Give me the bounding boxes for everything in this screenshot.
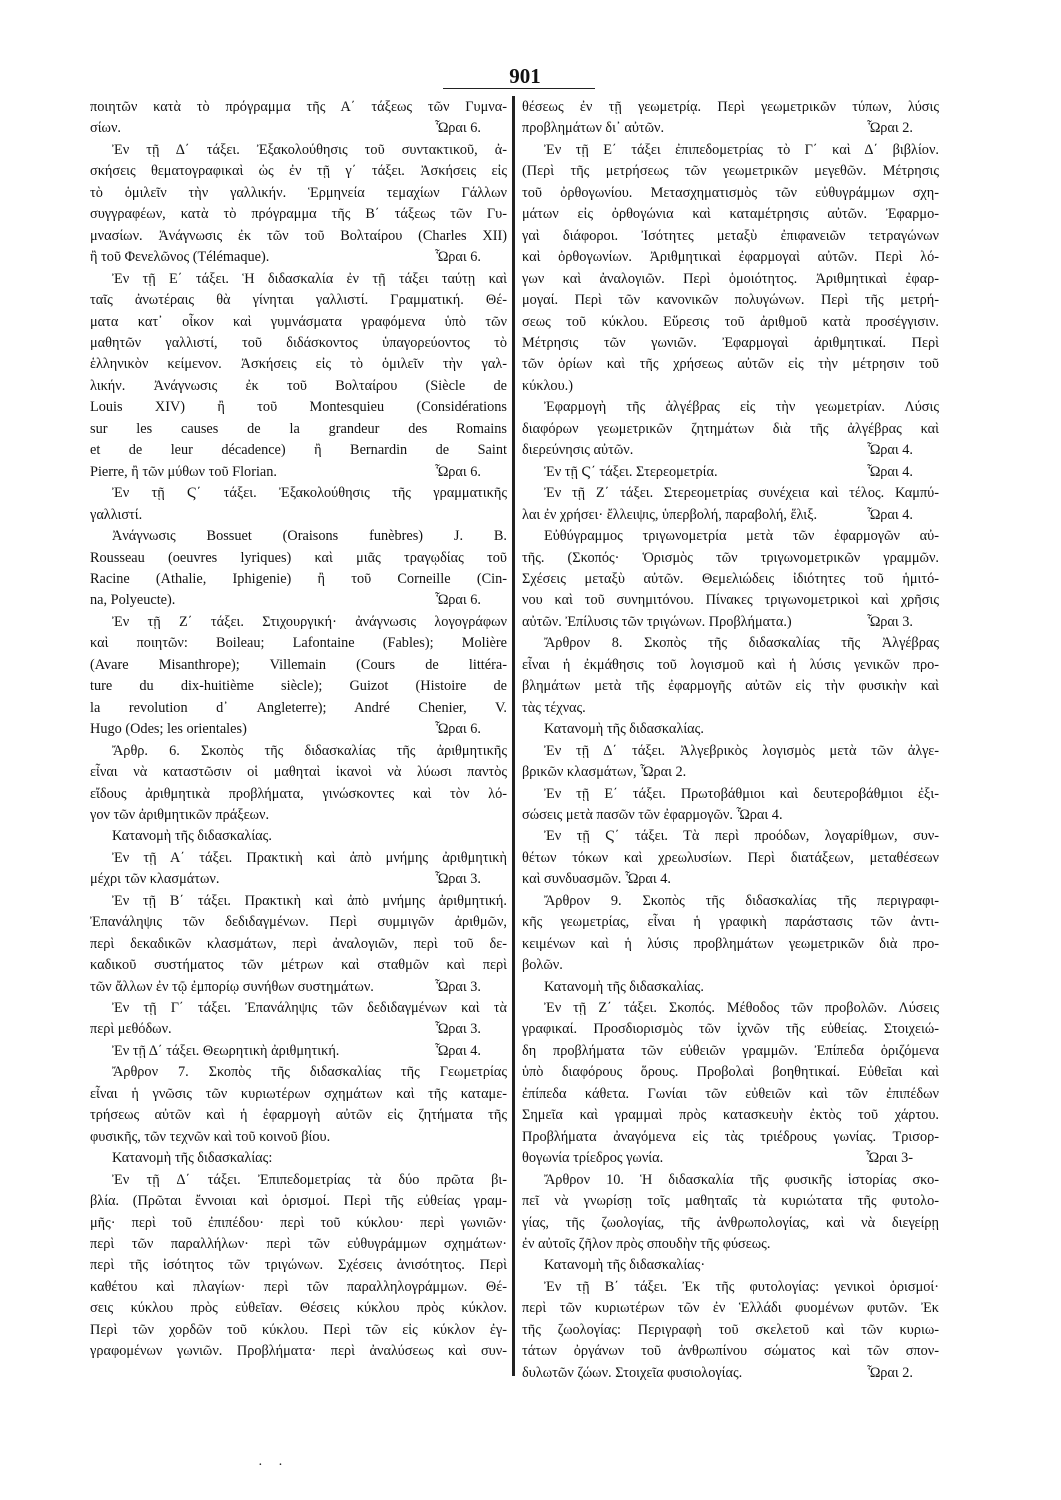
text-line [90,118,507,139]
text-line: μάτων εἰς ὀρθογώνια καὶ καταμέτρησις αὐτῶν. Ἐφαρμο- [522,206,939,223]
paragraph [522,891,939,977]
text-line: θέτων τόκων καὶ χρεωλυσίων. Περὶ διατάξεων, μεταθέσεων [522,849,939,866]
text-line: Rousseau (oeuvres lyriques) καὶ μιᾶς τραγῳδίας τοῦ [90,549,507,566]
text-line: γον τῶν ἀριθμητικῶν πράξεων. [90,806,270,823]
text-line: Ἄρθρ. 6. Σκοπὸς τῆς διδασκαλίας τῆς ἀριθμητικῆς [112,742,507,759]
text-line: ἐν αὐτοῖς ζῆλον πρὸς σπουδὴν τῆς φύσεως. [522,1236,771,1253]
paragraph [90,1062,507,1148]
text-line: μνασίων. Ἀνάγνωσις ἐκ τῶν τοῦ Βολταίρου (Charles XII) [90,227,507,244]
text-line: ἑλληνικὸν κείμενον. Ἀσκήσεις εἰς τὸ ὁμιλεῖν τὴν γαλ- [90,356,507,373]
text-line: Ἄρθρον 10. Ἡ διδασκαλία τῆς φυσικῆς ἱστορίας σκο- [544,1171,939,1188]
text-line [90,590,507,611]
text-line: καθέτου καὶ πλαγίων· περὶ τῶν παραλληλογράμμων. Θέ- [90,1278,507,1295]
paragraph [522,97,939,140]
hours-label: Ὧραι 3- [865,1150,913,1167]
hours-label: Ὧραι 6. [434,249,481,266]
paragraph [90,848,507,891]
text-line: Ἀνάγνωσις Bossuet (Oraisons funèbres) J. B. [112,528,507,545]
text-line: Ἐν τῇ Ε΄ τάξει. Ἡ διδασκαλία ἐν τῇ τάξει ταύτῃ καὶ [112,270,507,287]
text-line: (Avare Misanthrope); Villemain (Cours de littéra- [90,656,507,673]
text-line: sur les causes de la grandeur des Romains [90,420,507,437]
text-line: Ἐν τῇ Ζ΄ τάξει. Στιχουργική· ἀνάγνωσις λογογράφων [112,613,507,630]
line-text: ἢ τοῦ Φενελῶνος (Télémaque). [90,249,270,266]
text-line: εἶναι νὰ καταστῶσιν οἱ μαθηταὶ ἱκανοὶ νὰ λύωσι παντὸς [90,764,507,781]
line-text: προβλημάτων δι᾽ αὐτῶν. [522,120,665,137]
text-line: καὶ συνδυασμῶν. Ὧραι 4. [522,871,671,888]
text-line [90,719,507,740]
paragraph [522,1255,939,1276]
paragraph [90,1170,507,1363]
text-line [90,1019,507,1040]
column-divider [512,96,515,1376]
right-column [522,97,939,1384]
text-line: τῆς. (Σκοπός· Ὁρισμὸς τῶν τριγωνομετρικῶν γραμμῶν. [522,549,939,566]
text-line: κύκλου.) [522,377,573,394]
text-line: νου καὶ τοῦ συνημιτόνου. Πίνακες τριγωνομετρικοὶ καὶ χρῆσις [522,592,939,609]
text-line: δη προβλήματα τῶν εὐθειῶν γραμμῶν. Ἐπίπεδα ὁριζόμενα [522,1042,939,1059]
text-line: θέσεως ἐν τῇ γεωμετρίᾳ. Περὶ γεωμετρικῶν τύπων, λύσις [522,99,939,115]
line-text: τῶν ἄλλων ἐν τῷ ἐμπορίῳ συνήθων συστημάτων. [90,978,374,995]
text-line: φυσικῆς, τῶν τεχνῶν καὶ τοῦ κοινοῦ βίου. [90,1128,331,1145]
text-line: ταῖς ἀνωτέραις θὰ γίνηται γαλλιστί. Γραμματική. Θέ- [90,292,507,309]
text-line: βλημάτων μετὰ τῆς ἐφαρμογῆς αὐτῶν εἰς τὴν φυσικὴν καὶ [522,678,939,695]
text-line: μογαί. Περὶ τῶν κανονικῶν πολυγώνων. Περὶ τῆς μετρή- [522,292,939,309]
hours-label: Ὧραι 6. [434,120,481,137]
text-line: καὶ ὀρθογωνίων. Ἀριθμητικαὶ ἐφαρμογαὶ αὐτῶν. Περὶ λό- [522,249,939,266]
hours-label: Ὧραι 3. [866,613,913,630]
text-line: εἴδους ἀριθμητικὰ προβλήματα, γινώσκοντες καὶ τὸν λό- [90,785,507,802]
text-line: ture du dix-huitième siècle); Guizot (Histoire de [90,678,507,695]
text-line [522,612,939,633]
paragraph [522,462,939,483]
hours-label: Ὧραι 4. [866,506,913,523]
paragraph [90,1041,507,1062]
text-line: εἶναι ἡ ἐκμάθησις τοῦ λογισμοῦ καὶ ἡ λύσις γενικῶν προ- [522,656,939,673]
text-line [522,462,939,483]
text-line: Σημεῖα καὶ γραμμαὶ πρὸς κατασκευὴν ἐκτὸς τοῦ χάρτου. [522,1107,939,1124]
paragraph [522,719,939,740]
hours-label: Ὧραι 2. [866,1364,913,1381]
hours-label: Ὧραι 2. [866,120,913,137]
text-line: la revolution d᾽ Angleterre); André Chenier, V. [90,699,507,716]
text-line: διαφόρων γεωμετρικῶν ζητημάτων διὰ τῆς ἀλγέβρας καὶ [522,420,939,437]
line-text: σίων. [90,120,122,137]
paragraph [522,140,939,397]
text-line: γαλλιστί. [90,506,143,523]
line-text: μέχρι τῶν κλασμάτων. [90,871,220,888]
text-line: ἐπίπεδα κάθετα. Γωνίαι τῶν εὐθειῶν καὶ τῶν ἐπιπέδων [522,1085,939,1102]
text-line: σεως τοῦ κύκλου. Εὕρεσις τοῦ ἀριθμοῦ κατὰ προσέγγισιν. [522,313,939,330]
paragraph [522,483,939,526]
text-line: Ἐπανάληψις τῶν δεδιδαγμένων. Περὶ συμμιγῶν ἀριθμῶν, [90,914,507,931]
text-line: γραφομένων γωνιῶν. Προβλήματα· περὶ ἀναλύσεως καὶ συν- [90,1343,507,1360]
text-line: γαὶ διάφοροι. Ἰσότητες μεταξὺ ἐπιφανειῶν τετραγώνων [522,227,939,244]
paragraph [522,633,939,719]
hours-label: Ὧραι 4. [866,442,913,459]
text-line: γίας, τῆς ζωολογίας, τῆς ἀνθρωπολογίας, καὶ νὰ διεγείρῃ [522,1214,939,1231]
text-line: τάτων ὀργάνων τοῦ ἀνθρωπίνου σώματος καὶ τῶν σπον- [522,1343,939,1360]
paragraph [90,483,507,526]
text-line: Κατανομὴ τῆς διδασκαλίας. [112,828,272,845]
text-line: περὶ τῶν κυριωτέρων τῶν ἐν Ἑλλάδι φυομένων φυτῶν. Ἐκ [522,1300,939,1317]
text-line: τὰς τέχνας. [522,699,586,716]
line-text: Ἐν τῇ Ϛ΄ τάξει. Στερεομετρία. [544,463,718,480]
text-line [90,1041,507,1062]
hours-label: Ὧραι 3. [434,1021,481,1038]
text-line: Ἐν τῇ Ε΄ τάξει. Πρωτοβάθμιοι καὶ δευτεροβάθμιοι ἐξι- [544,785,939,802]
hours-label: Ὧραι 4. [434,1042,481,1059]
paragraph [522,977,939,998]
text-line: σεις κύκλου πρὸς εὐθεῖαν. Θέσεις κύκλου πρὸς κύκλον. [90,1300,507,1317]
text-line: γων καὶ ἀναλογιῶν. Περὶ ὁμοιότητος. Ἀριθμητικαὶ ἐφαρ- [522,270,939,287]
text-line: Ἐν τῇ Ϛ΄ τάξει. Τὰ περὶ προόδων, λογαρίθμων, συν- [544,828,939,845]
paragraph [522,1277,939,1384]
line-text: λαι ἐν χρήσει· ἔλλειψις, ὑπερβολή, παραβολή, ἕλιξ. [522,506,818,523]
line-text: na, Polyeucte). [90,592,176,609]
text-line: βλία. (Πρῶται ἔννοιαι καὶ ὁρισμοί. Περὶ τῆς εὐθείας γραμ- [90,1193,507,1210]
text-line [90,869,507,890]
footer-marks: · · [258,1458,289,1473]
line-text: περὶ μεθόδων. [90,1021,172,1038]
line-text: δυλωτῶν ζώων. Στοιχεῖα φυσιολογίας. [522,1364,743,1381]
text-line: Ἐν τῇ Ζ΄ τάξει. Στερεομετρίας συνέχεια καὶ τέλος. Καμπύ- [544,485,939,502]
text-line: Ἄρθρον 9. Σκοπὸς τῆς διδασκαλίας τῆς περιγραφι- [544,892,939,909]
text-line [90,247,507,268]
text-line: Racine (Athalie, Iphigenie) ἢ τοῦ Corneille (Cin- [90,570,507,587]
line-text: διερεύνησις αὐτῶν. [522,442,634,459]
text-line: βρικῶν κλασμάτων, Ὧραι 2. [522,764,687,781]
paragraph [90,269,507,484]
text-line: καὶ ποιητῶν: Boileau; Lafontaine (Fables); Molière [90,635,507,652]
text-line: Ἐν τῇ Δ΄ τάξει. Ἐξακολούθησις τοῦ συντακτικοῦ, ἀ- [112,141,507,158]
line-text: θογωνία τρίεδρος γωνία. [522,1150,664,1167]
text-line: Ἄρθρον 8. Σκοπὸς τῆς διδασκαλίας τῆς Ἀλγέβρας [544,635,939,652]
text-line [90,977,507,998]
paragraph [522,741,939,784]
text-line: τρήσεως αὐτῶν καὶ ἡ ἐφαρμογὴ αὐτῶν εἰς ζητήματα τῆς [90,1107,507,1124]
text-line: Προβλήματα ἀναγόμενα εἰς τὰς τριέδρους γωνίας. Τρισορ- [522,1128,939,1145]
text-line: Κατανομὴ τῆς διδασκαλίας: [112,1150,273,1167]
header-rule [443,88,595,89]
hours-label: Ὧραι 3. [434,978,481,995]
line-text: Pierre, ἢ τῶν μύθων τοῦ Florian. [90,463,277,480]
text-line: Κατανομὴ τῆς διδασκαλίας· [544,1257,706,1274]
hours-label: Ὧραι 3. [434,871,481,888]
text-line: Ἐφαρμογὴ τῆς ἀλγέβρας εἰς τὴν γεωμετρίαν. Λύσις [544,399,939,416]
text-line: ὑπὸ διαφόρους ὅρους. Προβολαὶ βοηθητικαί. Εὐθεῖαι καὶ [522,1064,939,1081]
text-line [522,505,939,526]
paragraph [90,891,507,998]
paragraph [90,998,507,1041]
text-line: Ἐν τῇ Β΄ τάξει. Ἐκ τῆς φυτολογίας: γενικοὶ ὁρισμοί· [544,1278,939,1295]
hours-label: Ὧραι 4. [866,463,913,480]
text-line [522,118,939,139]
text-line: συγγραφέων, κατὰ τὸ πρόγραμμα τῆς Β΄ τάξεως τῶν Γυ- [90,206,507,223]
text-line: Ἐν τῇ Ζ΄ τάξει. Σκοπός. Μέθοδος τῶν προβολῶν. Λύσεις [544,1000,939,1017]
text-line: γραφικαί. Προσδιορισμὸς τῶν ἰχνῶν τῆς εὐθείας. Στοιχειώ- [522,1021,939,1038]
text-line [522,1363,939,1384]
text-line: Κατανομὴ τῆς διδασκαλίας. [544,978,704,995]
text-line: σκήσεις θεματογραφικαὶ ὡς ἐν τῇ γ΄ τάξει. Ἀσκήσεις εἰς [90,163,507,180]
text-line: Μέτρησις τῶν γωνιῶν. Ἐφαρμογαὶ ἀριθμητικαί. Περὶ [522,334,939,351]
text-line: περὶ τῆς ἰσότητος τῶν τριγώνων. Σχέσεις ἀνισότητος. Περὶ [90,1257,507,1274]
paragraph [90,140,507,269]
text-line: Κατανομὴ τῆς διδασκαλίας. [544,721,704,738]
text-line: Ἐν τῇ Δ΄ τάξει. Ἀλγεβρικὸς λογισμὸς μετὰ τῶν ἀλγε- [544,742,939,759]
text-line: τὸ ὁμιλεῖν τὴν γαλλικήν. Ἑρμηνεία τεμαχίων Γάλλων [90,184,507,201]
text-line: περὶ τῶν παραλλήλων· περὶ τῶν εὐθυγράμμων σχημάτων· [90,1236,507,1253]
text-line: μῆς· περὶ τοῦ ἐπιπέδου· περὶ τοῦ κύκλου· περὶ γωνιῶν· [90,1214,507,1231]
text-line: βολῶν. [522,957,563,974]
paragraph [90,826,507,847]
text-line: (Περὶ τῆς μετρήσεως τῶν γεωμετρικῶν μεγεθῶν. Μέτρησις [522,163,939,180]
paragraph [522,1170,939,1256]
paragraph [90,612,507,741]
text-line: et de leur décadence) ἢ Bernardin de Saint [90,442,507,459]
text-line: εἶναι ἡ γνῶσις τῶν κυριωτέρων σχημάτων καὶ τῆς καταμε- [90,1085,507,1102]
text-line: περὶ δεκαδικῶν κλασμάτων, περὶ ἀναλογιῶν, περὶ τοῦ δε- [90,935,507,952]
text-line [522,440,939,461]
paragraph [90,741,507,827]
text-line [522,1148,939,1169]
text-line: Ἐν τῇ Γ΄ τάξει. Ἐπανάληψις τῶν δεδιδαγμένων καὶ τὰ [112,1000,507,1017]
text-line: Σχέσεις μεταξὺ αὐτῶν. Θεμελιώδεις ἰδιότητες τοῦ ἡμιτό- [522,570,939,587]
text-line: Ἐν τῇ Ε΄ τάξει ἐπιπεδομετρίας τὸ Γ΄ καὶ Δ΄ βιβλίον. [544,141,939,158]
text-line: ματα κατ᾽ οἶκον καὶ γυμνάσματα γραφόμενα ὑπὸ τῶν [90,313,507,330]
text-line: λικήν. Ἀνάγνωσις ἐκ τοῦ Βολταίρου (Siècle de [90,377,507,394]
paragraph [522,826,939,890]
hours-label: Ὧραι 6. [434,463,481,480]
paragraph [90,97,507,140]
text-line: ποιητῶν κατὰ τὸ πρόγραμμα τῆς Α΄ τάξεως τῶν Γυμνα- [90,99,507,115]
text-line: τοῦ ὀρθογωνίου. Μετασχηματισμὸς τῶν εὐθυγράμμων σχη- [522,184,939,201]
text-line: καδικοῦ συστήματος τῶν μέτρων καὶ σταθμῶν καὶ περὶ [90,957,507,974]
line-text: Hugo (Odes; les orientales) [90,721,247,738]
text-line: Ἐν τῇ Δ΄ τάξει. Ἐπιπεδομετρίας τὰ δύο πρῶτα βι- [112,1171,507,1188]
line-text: Ἐν τῇ Δ΄ τάξει. Θεωρητικὴ ἀριθμητική. [112,1042,340,1059]
left-column [90,97,507,1363]
text-line: μαθητῶν γαλλιστί, τοῦ διδάσκοντος ὑπαγορεύοντος τὸ [90,334,507,351]
text-line: πεῖ νὰ γνωρίσῃ τοῖς μαθηταῖς τὰ κυριώτατα τῆς φυτολο- [522,1193,939,1210]
paragraph [522,998,939,1170]
line-text: αὐτῶν. Ἐπίλυσις τῶν τριγώνων. Προβλήματα.) [522,613,792,630]
text-line: Ἐν τῇ Ϛ΄ τάξει. Ἐξακολούθησις τῆς γραμματικῆς [112,485,507,502]
text-line: τῆς ζωολογίας: Περιγραφὴ τοῦ σκελετοῦ καὶ τῶν κυριω- [522,1321,939,1338]
paragraph [522,784,939,827]
page-number: 901 [509,64,541,88]
paragraph [90,526,507,612]
text-line [90,462,507,483]
text-line: Περὶ τῶν χορδῶν τοῦ κύκλου. Περὶ τῶν εἰς κύκλον ἐγ- [90,1321,507,1338]
text-line: Ἐν τῇ Β΄ τάξει. Πρακτικὴ καὶ ἀπὸ μνήμης ἀριθμητική. [112,892,507,909]
hours-label: Ὧραι 6. [434,592,481,609]
text-line: Εὐθύγραμμος τριγωνομετρία μετὰ τῶν ἐφαρμογῶν αὐ- [544,528,939,545]
paragraph [522,397,939,461]
text-line: σώσεις μετὰ πασῶν τῶν ἐφαρμογῶν. Ὧραι 4. [522,806,783,823]
text-line: τῶν ὁρίων καὶ τῆς χρήσεως αὐτῶν εἰς τὴν μέτρησιν τοῦ [522,356,939,373]
text-line: Ἄρθρον 7. Σκοπὸς τῆς διδασκαλίας τῆς Γεωμετρίας [112,1064,507,1081]
text-line: κειμένων καὶ ἡ λύσις προβλημάτων γεωμετρικῶν διὰ προ- [522,935,939,952]
text-line: κῆς γεωμετρίας, εἶναι ἡ γραφικὴ παράστασις τῶν ἀντι- [522,914,939,931]
hours-label: Ὧραι 6. [434,721,481,738]
text-line: Louis XIV) ἢ τοῦ Montesquieu (Considérations [90,399,507,416]
text-line: Ἐν τῇ Α΄ τάξει. Πρακτικὴ καὶ ἀπὸ μνήμης ἀριθμητικὴ [112,849,507,866]
paragraph [522,526,939,633]
paragraph [90,1148,507,1169]
